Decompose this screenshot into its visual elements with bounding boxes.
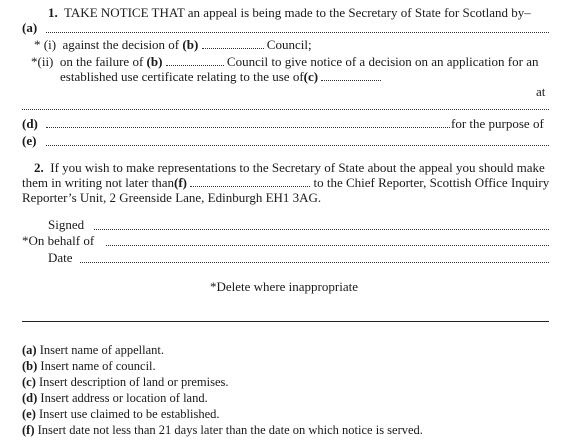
note-b: (b) Insert name of council. bbox=[22, 359, 156, 373]
date-label: Date bbox=[48, 250, 73, 265]
divider-rule bbox=[22, 321, 549, 322]
field-a-line[interactable] bbox=[46, 32, 549, 33]
section-2-line2: them in writing not later than(f) to the Chief Reporter, Scottish Office Inquiry bbox=[22, 175, 550, 190]
section-1-number: 1. bbox=[48, 5, 58, 20]
on-behalf-field[interactable] bbox=[106, 245, 549, 246]
signed-field[interactable] bbox=[94, 229, 549, 230]
section-1-intro bbox=[48, 5, 531, 21]
field-b-council-2[interactable] bbox=[166, 55, 224, 66]
at-label: at bbox=[536, 84, 546, 99]
signed-label: Signed bbox=[48, 217, 85, 232]
section-1-intro-text: TAKE NOTICE THAT an appeal is being made to the Secretary of State for Scotland by– bbox=[64, 5, 531, 20]
section-2-line3: Reporter’s Unit, 2 Greenside Lane, Edinburgh EH1 3AG. bbox=[22, 190, 322, 205]
purpose-label: for the purpose of bbox=[451, 116, 544, 131]
field-c-use[interactable] bbox=[321, 70, 381, 81]
on-behalf-label: *On behalf of bbox=[22, 233, 95, 248]
field-a-label: (a) bbox=[22, 20, 38, 35]
note-f: (f) Insert date not less than 21 days later than the date on which notice is served. bbox=[22, 423, 423, 437]
field-e-label: (e) bbox=[22, 133, 37, 148]
field-f-date[interactable] bbox=[190, 176, 310, 187]
field-d-line[interactable] bbox=[46, 127, 450, 128]
note-d: (d) Insert address or location of land. bbox=[22, 391, 208, 405]
item-i: * (i) against the decision of (b) Council; bbox=[34, 37, 312, 52]
section-2-line1: 2. If you wish to make representations to the Secretary of State about the appeal you should make bbox=[34, 160, 545, 175]
note-e: (e) Insert use claimed to be established. bbox=[22, 407, 220, 421]
field-d-label: (d) bbox=[22, 116, 38, 131]
field-b-council-1[interactable] bbox=[202, 38, 264, 49]
note-a: (a) Insert name of appellant. bbox=[22, 343, 164, 357]
section-2-number: 2. bbox=[34, 160, 44, 175]
field-c-continuation[interactable] bbox=[22, 109, 549, 110]
note-c: (c) Insert description of land or premises. bbox=[22, 375, 229, 389]
item-ii: *(ii) on the failure of (b) Council to give notice of a decision on an application for an bbox=[31, 54, 539, 69]
date-field[interactable] bbox=[80, 262, 549, 263]
item-ii-line2: established use certificate relating to the use of(c) bbox=[60, 69, 381, 85]
field-e-line[interactable] bbox=[46, 145, 549, 146]
delete-note: *Delete where inappropriate bbox=[210, 279, 358, 294]
